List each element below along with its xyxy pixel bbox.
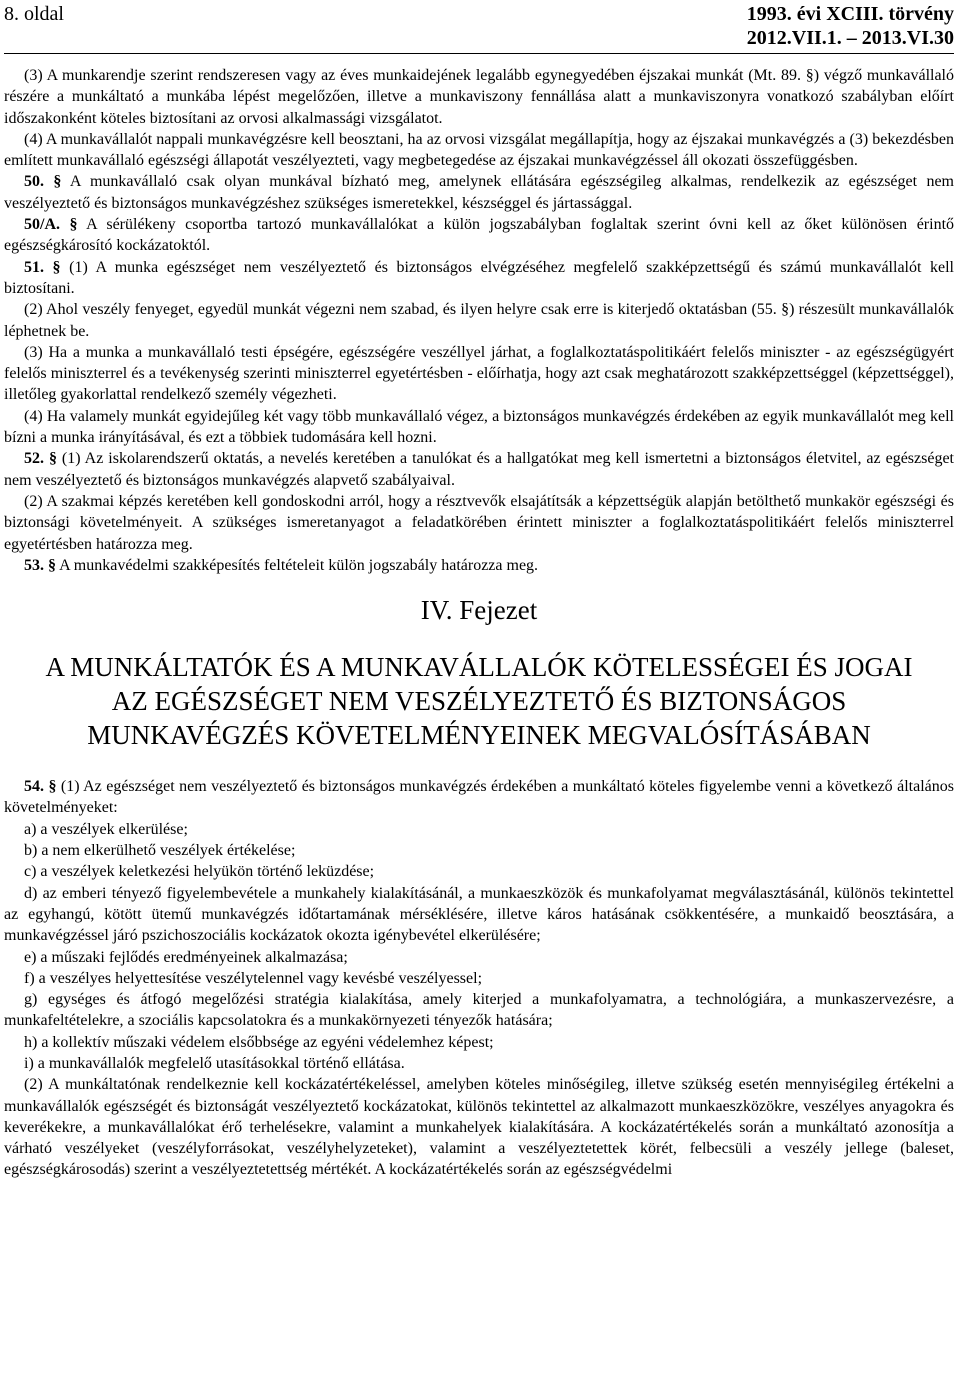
- section-text: A munkavállaló csak olyan munkával bízható meg, amelynek ellátására egészségileg alkalmas, rendelkezik az egészséget nem veszélyeztető és biztonságos munkavégzéshez szükséges ismeretekkel, készséggel és jártassággal.: [4, 173, 955, 212]
- chapter-number: IV. Fejezet: [420, 595, 538, 626]
- list-item: d) az emberi tényező figyelembevétele a munkahely kialakításánál, a munkaeszközök és munkafolyamat megválasztásánál, különös tekintettel az egyhangú, kötött ütemű munkavégzés időtartamának mérséklésére, illetve káros hatásának csökkentésére, a munkaidő beosztására, a munkavégzéssel járó pszichoszociális kockázatok okozta igénybevétel elkerülésére;: [4, 884, 954, 945]
- list-item: e) a műszaki fejlődés eredményeinek alkalmazása;: [24, 948, 348, 966]
- section-number: 50. §: [24, 173, 62, 191]
- document-body: [4, 65, 954, 1181]
- law-period: 2012.VII.1. – 2013.VI.30: [746, 27, 954, 49]
- section-text: (1) Az egészséget nem veszélyeztető és biztonságos munkavégzés érdekében a munkáltató köteles figyelembe venni a következő általános követelményeket:: [4, 778, 954, 817]
- paragraph: (2) Ahol veszély fenyeget, egyedül munkát végezni nem szabad, és ilyen helyre csak erre is kiterjedő oktatásban (55. §) részesült munkavállalók léphetnek be.: [4, 301, 954, 340]
- paragraph: (4) A munkavállalót nappali munkavégzésre kell beosztani, ha az orvosi vizsgálat megállapítja, hogy az éjszakai munkavégzés a (3) bekezdésben említett munkavállaló egészségi állapotát veszélyezteti, vagy megbetegedése az éjszakai munkavégzéssel áll okozati összefüggésben.: [4, 130, 954, 170]
- section-number: 51. §: [24, 258, 61, 276]
- paragraph: (2) A munkáltatónak rendelkeznie kell kockázatértékeléssel, amelyben köteles minőségileg, illetve szükség esetén mennyiségileg értékelni a munkavállalók egészségét és biztonságát veszélyeztető kockázatokat, különös tekintettel az alkalmazott munkaeszközökre, veszélyes anyagokra és keverékekre, a munkavállalókat érő terhelésekre, valamint a munkahelyek kialakítására. A kockázatértékelés során a munkáltató azonosítja a várható veszélyeket (veszélyforrásokat, veszélyhelyzeteket), valamint a veszélyeztetettek körét, felbecsüli a veszély jellege (baleset, egészségkárosodás) szerint a veszélyeztetettség mértékét. A kockázatértékelés során az egészségvédelmi: [4, 1076, 954, 1179]
- section-50a: [4, 214, 954, 257]
- list-item: b) a nem elkerülhető veszélyek értékelése;: [24, 842, 296, 860]
- header-divider: [4, 53, 954, 54]
- paragraph: (3) Ha a munka a munkavállaló testi épségére, egészségére veszéllyel járhat, a foglalkoztatáspolitikáért felelős miniszter - az egészségügyért felelős miniszterrel és a tevékenység szerinti miniszterrel egyetértésben - előírhatja, hogy azt csak meghatározott szakképzettséggel (képzettséggel), illetőleg gyakorlattal rendelkező személy végezheti.: [4, 343, 954, 404]
- list-item: i) a munkavállalók megfelelő utasításokkal történő ellátása.: [24, 1054, 405, 1072]
- chapter-title: [4, 650, 954, 752]
- section-53: [4, 555, 954, 576]
- paragraph: (3) A munkarendje szerint rendszeresen vagy az éves munkaidejének legalább egynegyedében éjszakai munkát (Mt. 89. §) végző munkavállaló részére a munkáltató a munkába lépést megelőzően, illetve a munkaviszony fennállása alatt a munkaviszonyra vonatkozó szabályban előírt időszakonként köteles biztosítani az orvosi alkalmassági vizsgálatot.: [4, 67, 954, 127]
- header-law-info: [747, 2, 954, 50]
- chapter-title-line: MUNKAVÉGZÉS KÖVETELMÉNYEINEK MEGVALÓSÍTÁSÁBAN: [87, 720, 871, 751]
- list-item: g) egységes és átfogó megelőzési stratégia kialakítása, amely kiterjed a munkafolyamatra, a technológiára, a munkaszervezésre, a munkafeltételekre, a szociális kapcsolatokra és a munkakörnyezeti tényezők hatására;: [4, 991, 954, 1030]
- list-item: c) a veszélyek keletkezési helyükön történő leküzdése;: [24, 863, 375, 881]
- section-52: [4, 448, 954, 491]
- section-number: 54. §: [24, 778, 57, 796]
- list-item: a) a veszélyek elkerülése;: [24, 820, 188, 838]
- section-number: 50/A. §: [24, 216, 78, 234]
- section-number: 53. §: [24, 556, 56, 574]
- chapter-title-line: A MUNKÁLTATÓK ÉS A MUNKAVÁLLALÓK KÖTELESSÉGEI ÉS JOGAI: [45, 652, 913, 683]
- chapter-title-line: AZ EGÉSZSÉGET NEM VESZÉLYEZTETŐ ÉS BIZTONSÁGOS: [111, 686, 847, 717]
- paragraph: (2) A szakmai képzés keretében kell gondoskodni arról, hogy a résztvevők elsajátítsák a képzettségük alapján betölthető munkakör egészségi és biztonsági követelményeit. A szükséges ismeretanyagot a feladatkörében érintett miniszter a foglalkoztatáspolitikáért felelős miniszterrel egyetértésben határozza meg.: [4, 492, 954, 553]
- section-51: [4, 257, 954, 300]
- section-50: [4, 171, 954, 214]
- section-text: (1) A munka egészséget nem veszélyeztető és biztonságos elvégzéséhez megfelelő szakképzettségű és számú munkavállalót kell biztosítani.: [4, 258, 954, 297]
- section-text: (1) Az iskolarendszerű oktatás, a nevelés keretében a tanulókat és a hallgatókat meg kell ismertetni a biztonságos életvitel, az egészséget nem veszélyeztető és biztonságos munkavégzés alapvető szabályaival.: [4, 450, 955, 489]
- list-item: f) a veszélyes helyettesítése veszélytelennel vagy kevésbé veszélyessel;: [24, 969, 483, 987]
- section-number: 52. §: [24, 450, 57, 468]
- law-title: 1993. évi XCIII. törvény: [746, 3, 954, 25]
- page-number: 8. oldal: [4, 3, 64, 25]
- list-item: h) a kollektív műszaki védelem elsőbbsége az egyéni védelemhez képest;: [24, 1033, 494, 1051]
- section-text: A munkavédelmi szakképesítés feltételeit külön jogszabály határozza meg.: [56, 556, 539, 574]
- section-text: A sérülékeny csoportba tartozó munkavállalókat a külön jogszabályban foglaltak szerint óvni kell az őket különösen érintő egészségkárosító kockázatoktól.: [4, 216, 955, 255]
- section-54: [4, 776, 954, 819]
- paragraph: (4) Ha valamely munkát egyidejűleg két vagy több munkavállaló végez, a biztonságos munkavégzés érdekében az egyik munkavállalót meg kell bízni a munka irányításával, és ezt a többiek tudomására kell hozni.: [4, 407, 954, 447]
